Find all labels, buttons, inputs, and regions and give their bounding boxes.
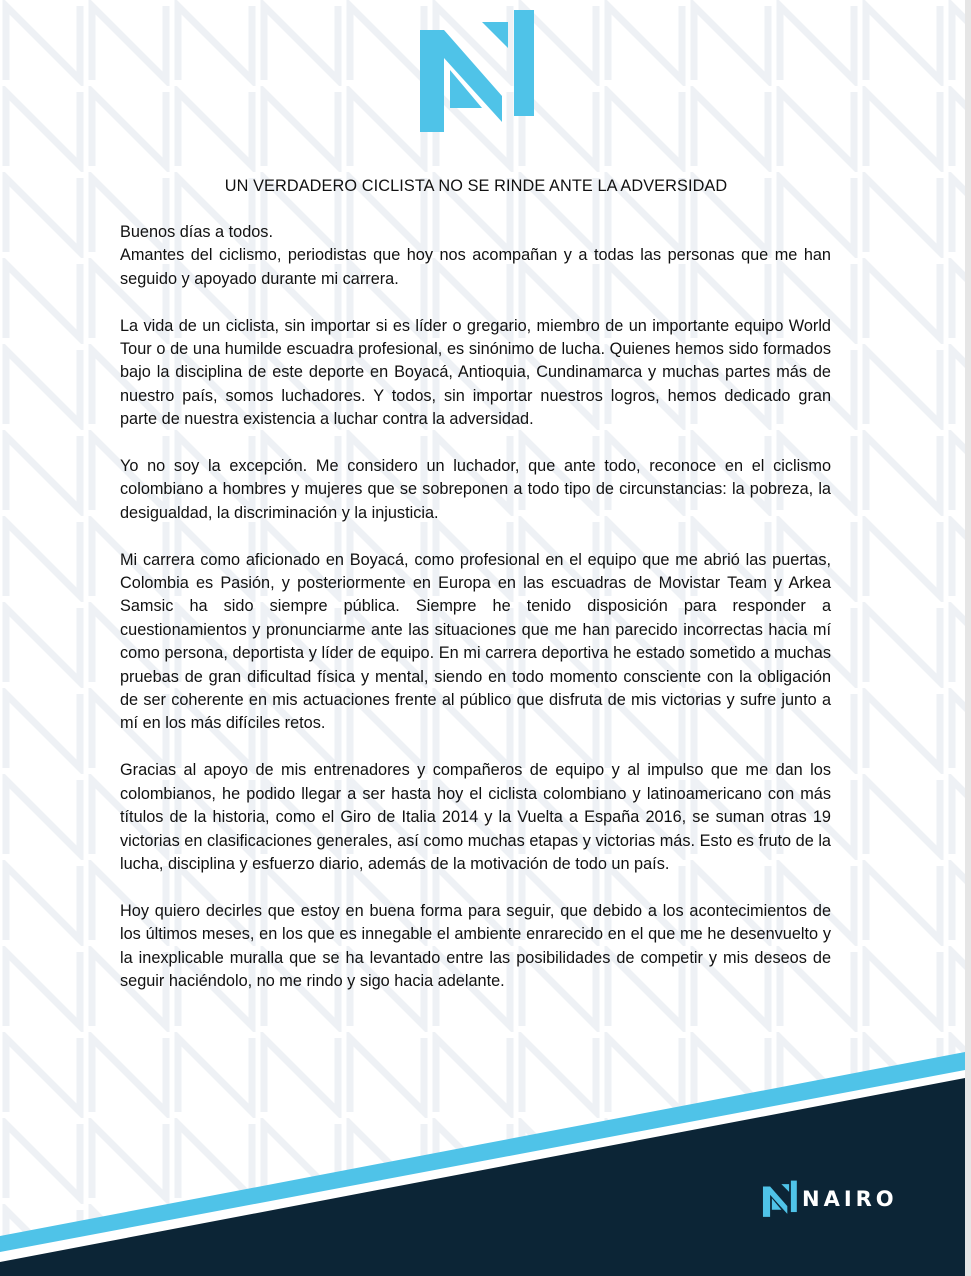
footer-band <box>0 1040 971 1276</box>
footer-brand <box>760 1180 898 1218</box>
brand-name: NAIRO <box>802 1187 898 1211</box>
paragraph-achievements: Gracias al apoyo de mis entrenadores y compañeros de equipo y al impulso que me dan los colombianos, he podido llegar a ser hasta hoy el ciclista colombiano y latinoamericano con más títulos de la historia, como el Giro de Italia 2014 y la Vuelta a España 2016, se suman otras 19 victorias en clasificaciones generales, así como muchas etapas y victorias más. Esto es fruto de la lucha, disciplina y esfuerzo diario, además de la motivación de todo un país. <box>120 761 831 873</box>
paragraph-cyclist-life: La vida de un ciclista, sin importar si es líder o gregario, miembro de un importante equipo World Tour o de una humilde escuadra profesional, es sinónimo de lucha. Quienes hemos sido formados bajo la disciplina de este deporte en Boyacá, Antioquia, Cundinamarca y muchas partes más de nuestro país, somos luchadores. Y todos, sin importar nuestros logros, hemos dedicado gran parte de nuestra existencia a luchar contra la adversidad. <box>120 316 831 429</box>
n-monogram-small-icon <box>760 1180 798 1218</box>
greeting: Buenos días a todos. <box>120 223 273 241</box>
document-title: UN VERDADERO CICLISTA NO SE RINDE ANTE LA ADVERSIDAD <box>224 177 728 195</box>
paragraph-closing: Hoy quiero decirles que estoy en buena forma para seguir, que debido a los acontecimientos de los últimos meses, en los que es innegable el ambiente enrarecido en el que me he desenvuelto y la inexplicable muralla que se ha levantado entre las posibilidades de competir y mis deseos de seguir haciéndolo, no me rindo y sigo hacia adelante. <box>120 901 831 990</box>
letter-body <box>120 221 831 1017</box>
paragraph-career: Mi carrera como aficionado en Boyacá, como profesional en el equipo que me abrió las puertas, Colombia es Pasión, y posteriormente en Europa en las escuadras de Movistar Team y Arkea Samsic ha sido siempre pública. Siempre he tenido disposición para responder a cuestionamientos y pronunciarme ante las situaciones que me han parecido incorrectas hacia mí como persona, deportista y líder de equipo. En mi carrera deportiva he estado sometido a muchas pruebas de gran dificultad física y mental, siendo en todo momento consciente con la obligación de ser coherente en mis actuaciones frente al público que disfruta de mis victorias y sufre junto a mí en los más difíciles retos. <box>120 550 831 733</box>
n-monogram-logo-icon <box>410 8 538 136</box>
paragraph-intro: Amantes del ciclismo, periodistas que hoy nos acompañan y a todas las personas que me han seguido y apoyado durante mi carrera. <box>120 246 831 288</box>
paragraph-exception: Yo no soy la excepción. Me considero un luchador, que ante todo, reconoce en el ciclismo colombiano a hombres y mujeres que se sobreponen a todo tipo de circunstancias: la pobreza, la desigualdad, la discriminación y la injusticia. <box>120 457 831 522</box>
